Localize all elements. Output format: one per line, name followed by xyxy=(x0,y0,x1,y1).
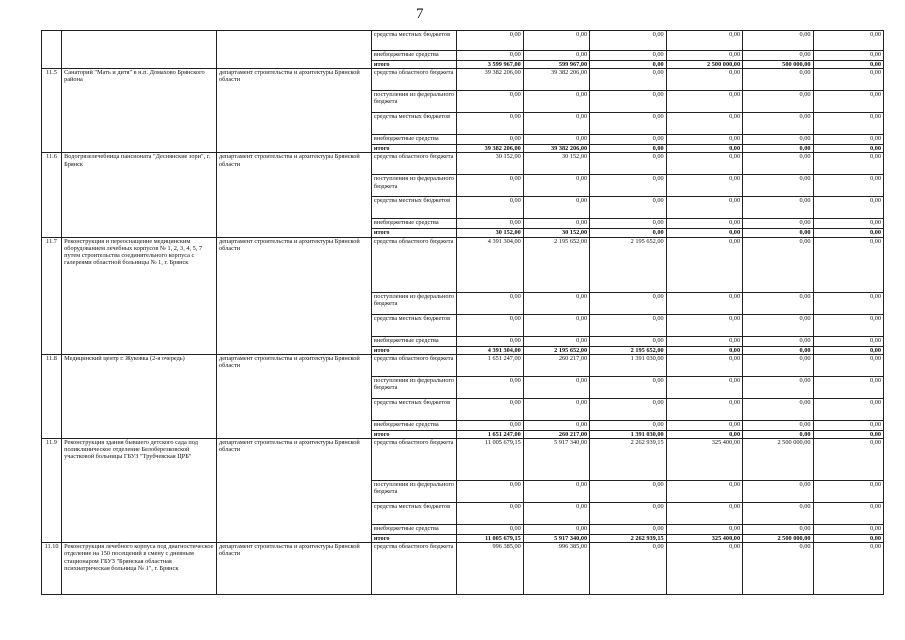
amount-cell: 0,00 xyxy=(590,398,666,420)
funding-source: внебюджетные средства xyxy=(371,525,457,535)
amount-cell: 0,00 xyxy=(523,292,589,314)
object-name: Санаторий "Мать и дитя" в н.п. Домахово Брянского района xyxy=(62,69,217,153)
amount-cell: 0,00 xyxy=(523,197,589,219)
amount-cell: 1 391 030,00 xyxy=(590,430,666,438)
amount-cell: 30 152,00 xyxy=(523,229,589,237)
funding-source: внебюджетные средства xyxy=(371,336,457,346)
amount-cell: 0,00 xyxy=(743,175,813,197)
funding-source: средства областного бюджета xyxy=(371,543,457,595)
amount-cell: 0,00 xyxy=(590,420,666,430)
page-number: 7 xyxy=(416,6,424,22)
amount-cell: 0,00 xyxy=(666,292,742,314)
amount-cell: 1 651 247,00 xyxy=(457,354,523,376)
amount-cell: 260 217,00 xyxy=(523,354,589,376)
amount-cell: 0,00 xyxy=(813,51,883,61)
amount-cell: 0,00 xyxy=(457,314,523,336)
amount-cell: 11 005 679,15 xyxy=(457,535,523,543)
amount-cell: 2 195 652,00 xyxy=(523,346,589,354)
table-row xyxy=(42,439,884,481)
amount-cell: 0,00 xyxy=(666,31,742,51)
amount-cell: 0,00 xyxy=(813,145,883,153)
amount-cell: 2 500 000,00 xyxy=(666,61,742,69)
amount-cell: 39 382 206,00 xyxy=(457,69,523,91)
amount-cell: 0,00 xyxy=(457,135,523,145)
funding-source: внебюджетные средства xyxy=(371,420,457,430)
amount-cell: 30 152,00 xyxy=(523,153,589,175)
funding-source: средства областного бюджета xyxy=(371,354,457,376)
amount-cell: 0,00 xyxy=(523,135,589,145)
funding-source: средства местных бюджетов xyxy=(371,113,457,135)
amount-cell: 0,00 xyxy=(813,135,883,145)
amount-cell: 0,00 xyxy=(813,346,883,354)
object-name: Водогрязелечебница пансионата "Деснянские зори", г. Брянск xyxy=(62,153,217,237)
amount-cell: 0,00 xyxy=(666,376,742,398)
amount-cell: 39 382 206,00 xyxy=(523,145,589,153)
responsible-department: департамент строительства и архитектуры Брянской области xyxy=(217,237,372,354)
funding-source: поступления из федерального бюджета xyxy=(371,175,457,197)
amount-cell: 0,00 xyxy=(743,31,813,51)
amount-cell: 0,00 xyxy=(457,197,523,219)
item-number: 11.8 xyxy=(42,354,62,438)
amount-cell: 0,00 xyxy=(813,376,883,398)
amount-cell: 0,00 xyxy=(523,481,589,503)
funding-source: итого xyxy=(371,535,457,543)
amount-cell: 996 385,00 xyxy=(523,543,589,595)
amount-cell: 0,00 xyxy=(457,525,523,535)
responsible-department xyxy=(217,31,372,69)
amount-cell: 500 000,00 xyxy=(743,61,813,69)
amount-cell: 0,00 xyxy=(743,135,813,145)
amount-cell: 0,00 xyxy=(666,354,742,376)
amount-cell: 0,00 xyxy=(590,91,666,113)
amount-cell: 0,00 xyxy=(743,69,813,91)
funding-source: итого xyxy=(371,229,457,237)
amount-cell: 2 500 000,00 xyxy=(743,535,813,543)
item-number: 11.6 xyxy=(42,153,62,237)
amount-cell: 0,00 xyxy=(523,376,589,398)
amount-cell: 0,00 xyxy=(743,91,813,113)
amount-cell: 996 385,00 xyxy=(457,543,523,595)
amount-cell: 2 195 652,00 xyxy=(523,237,589,292)
funding-source: средства областного бюджета xyxy=(371,439,457,481)
amount-cell: 0,00 xyxy=(743,314,813,336)
amount-cell: 1 391 030,00 xyxy=(590,354,666,376)
amount-cell: 0,00 xyxy=(813,439,883,481)
table-row xyxy=(42,237,884,292)
responsible-department: департамент строительства и архитектуры Брянской области xyxy=(217,354,372,438)
table-row xyxy=(42,31,884,51)
amount-cell: 0,00 xyxy=(457,175,523,197)
amount-cell: 0,00 xyxy=(666,145,742,153)
amount-cell: 0,00 xyxy=(666,503,742,525)
amount-cell: 0,00 xyxy=(743,543,813,595)
funding-source: средства местных бюджетов xyxy=(371,197,457,219)
amount-cell: 0,00 xyxy=(743,503,813,525)
amount-cell: 0,00 xyxy=(590,51,666,61)
amount-cell: 0,00 xyxy=(590,292,666,314)
amount-cell: 0,00 xyxy=(590,525,666,535)
amount-cell: 0,00 xyxy=(743,229,813,237)
amount-cell: 0,00 xyxy=(666,481,742,503)
amount-cell: 2 500 000,00 xyxy=(743,439,813,481)
amount-cell: 0,00 xyxy=(523,219,589,229)
amount-cell: 0,00 xyxy=(523,336,589,346)
amount-cell: 599 967,00 xyxy=(523,61,589,69)
amount-cell: 0,00 xyxy=(590,229,666,237)
funding-source: средства местных бюджетов xyxy=(371,503,457,525)
amount-cell: 0,00 xyxy=(590,314,666,336)
amount-cell: 0,00 xyxy=(813,420,883,430)
amount-cell: 325 400,00 xyxy=(666,535,742,543)
amount-cell: 0,00 xyxy=(590,336,666,346)
amount-cell: 0,00 xyxy=(743,219,813,229)
funding-source: поступления из федерального бюджета xyxy=(371,292,457,314)
funding-source: средства областного бюджета xyxy=(371,69,457,91)
funding-source: поступления из федерального бюджета xyxy=(371,376,457,398)
amount-cell: 0,00 xyxy=(590,503,666,525)
object-name xyxy=(62,31,217,69)
amount-cell: 0,00 xyxy=(590,376,666,398)
amount-cell: 0,00 xyxy=(457,113,523,135)
object-name: Реконструкция и переоснащение медицинским оборудованием лечебных корпусов № 1, 2, 3, 4, 5, 7 путем строительства соединительного корпуса с галереями областной больницы № 1, г. Брянск xyxy=(62,237,217,354)
amount-cell: 0,00 xyxy=(523,51,589,61)
funding-source: средства областного бюджета xyxy=(371,153,457,175)
amount-cell: 0,00 xyxy=(813,292,883,314)
amount-cell: 0,00 xyxy=(523,31,589,51)
amount-cell: 0,00 xyxy=(813,535,883,543)
amount-cell: 0,00 xyxy=(743,430,813,438)
amount-cell: 2 262 939,15 xyxy=(590,535,666,543)
amount-cell: 0,00 xyxy=(457,91,523,113)
amount-cell: 0,00 xyxy=(666,113,742,135)
amount-cell: 0,00 xyxy=(590,153,666,175)
responsible-department: департамент строительства и архитектуры Брянской области xyxy=(217,543,372,595)
amount-cell: 0,00 xyxy=(813,197,883,219)
amount-cell: 0,00 xyxy=(743,481,813,503)
object-name: Реконструкция здания бывшего детского сада под поликлиническое отделение Белоберезковской участковой больницы ГБУЗ "Трубчевская ЦРБ" xyxy=(62,439,217,543)
amount-cell: 325 400,00 xyxy=(666,439,742,481)
amount-cell: 0,00 xyxy=(666,51,742,61)
amount-cell: 0,00 xyxy=(666,153,742,175)
amount-cell: 0,00 xyxy=(743,153,813,175)
table-row xyxy=(42,69,884,91)
amount-cell: 30 152,00 xyxy=(457,229,523,237)
funding-source: внебюджетные средства xyxy=(371,219,457,229)
amount-cell: 30 152,00 xyxy=(457,153,523,175)
amount-cell: 5 917 340,00 xyxy=(523,535,589,543)
responsible-department: департамент строительства и архитектуры Брянской области xyxy=(217,439,372,543)
item-number: 11.5 xyxy=(42,69,62,153)
amount-cell: 0,00 xyxy=(523,175,589,197)
amount-cell: 11 005 679,15 xyxy=(457,439,523,481)
budget-table xyxy=(41,30,884,595)
amount-cell: 0,00 xyxy=(813,543,883,595)
item-number: 11.7 xyxy=(42,237,62,354)
amount-cell: 0,00 xyxy=(813,113,883,135)
amount-cell: 2 195 652,00 xyxy=(590,346,666,354)
amount-cell: 0,00 xyxy=(743,346,813,354)
amount-cell: 0,00 xyxy=(457,219,523,229)
object-name: Медицинский центр г. Жуковка (2-я очередь) xyxy=(62,354,217,438)
table-row xyxy=(42,153,884,175)
amount-cell: 0,00 xyxy=(743,292,813,314)
amount-cell: 0,00 xyxy=(743,420,813,430)
amount-cell: 0,00 xyxy=(813,314,883,336)
amount-cell: 0,00 xyxy=(523,91,589,113)
funding-source: средства областного бюджета xyxy=(371,237,457,292)
funding-source: поступления из федерального бюджета xyxy=(371,481,457,503)
amount-cell: 0,00 xyxy=(457,292,523,314)
amount-cell: 0,00 xyxy=(743,336,813,346)
amount-cell: 0,00 xyxy=(666,314,742,336)
amount-cell: 0,00 xyxy=(743,354,813,376)
amount-cell: 0,00 xyxy=(743,237,813,292)
amount-cell: 0,00 xyxy=(743,197,813,219)
amount-cell: 0,00 xyxy=(590,31,666,51)
amount-cell: 0,00 xyxy=(666,398,742,420)
amount-cell: 0,00 xyxy=(743,51,813,61)
amount-cell: 0,00 xyxy=(743,113,813,135)
amount-cell: 0,00 xyxy=(743,398,813,420)
amount-cell: 0,00 xyxy=(813,61,883,69)
amount-cell: 0,00 xyxy=(813,91,883,113)
amount-cell: 0,00 xyxy=(666,237,742,292)
funding-source: поступления из федерального бюджета xyxy=(371,91,457,113)
amount-cell: 0,00 xyxy=(457,503,523,525)
table-row xyxy=(42,543,884,595)
amount-cell: 39 382 206,00 xyxy=(523,69,589,91)
responsible-department: департамент строительства и архитектуры Брянской области xyxy=(217,69,372,153)
amount-cell: 0,00 xyxy=(590,135,666,145)
amount-cell: 0,00 xyxy=(813,525,883,535)
amount-cell: 0,00 xyxy=(813,430,883,438)
table-row xyxy=(42,354,884,376)
funding-source: итого xyxy=(371,61,457,69)
amount-cell: 0,00 xyxy=(457,420,523,430)
amount-cell: 0,00 xyxy=(743,525,813,535)
amount-cell: 0,00 xyxy=(666,135,742,145)
item-number: 11.9 xyxy=(42,439,62,543)
amount-cell: 0,00 xyxy=(666,543,742,595)
amount-cell: 0,00 xyxy=(813,336,883,346)
amount-cell: 0,00 xyxy=(813,69,883,91)
amount-cell: 0,00 xyxy=(457,31,523,51)
amount-cell: 0,00 xyxy=(666,91,742,113)
amount-cell: 0,00 xyxy=(590,481,666,503)
amount-cell: 3 599 967,00 xyxy=(457,61,523,69)
funding-source: внебюджетные средства xyxy=(371,135,457,145)
amount-cell: 4 391 304,00 xyxy=(457,346,523,354)
amount-cell: 260 217,00 xyxy=(523,430,589,438)
amount-cell: 0,00 xyxy=(590,175,666,197)
amount-cell: 5 917 340,00 xyxy=(523,439,589,481)
amount-cell: 0,00 xyxy=(743,145,813,153)
amount-cell: 39 382 206,00 xyxy=(457,145,523,153)
amount-cell: 0,00 xyxy=(813,354,883,376)
responsible-department: департамент строительства и архитектуры Брянской области xyxy=(217,153,372,237)
amount-cell: 0,00 xyxy=(813,229,883,237)
amount-cell: 0,00 xyxy=(813,219,883,229)
amount-cell: 0,00 xyxy=(457,398,523,420)
amount-cell: 0,00 xyxy=(666,197,742,219)
funding-source: итого xyxy=(371,145,457,153)
amount-cell: 0,00 xyxy=(457,51,523,61)
object-name: Реконструкция лечебного корпуса под диагностическое отделение на 150 посещений в смену с дневным стационаром ГБУЗ "Брянская областная психиатрическая больница № 1", г. Брянск xyxy=(62,543,217,595)
amount-cell: 0,00 xyxy=(523,113,589,135)
amount-cell: 1 651 247,00 xyxy=(457,430,523,438)
amount-cell: 0,00 xyxy=(590,145,666,153)
amount-cell: 0,00 xyxy=(523,398,589,420)
amount-cell: 0,00 xyxy=(743,376,813,398)
amount-cell: 0,00 xyxy=(590,543,666,595)
funding-source: средства местных бюджетов xyxy=(371,398,457,420)
amount-cell: 2 262 939,15 xyxy=(590,439,666,481)
amount-cell: 4 391 304,00 xyxy=(457,237,523,292)
amount-cell: 0,00 xyxy=(523,420,589,430)
funding-source: средства местных бюджетов xyxy=(371,314,457,336)
funding-source: итого xyxy=(371,346,457,354)
amount-cell: 0,00 xyxy=(590,219,666,229)
amount-cell: 0,00 xyxy=(523,503,589,525)
table-body xyxy=(42,31,884,595)
amount-cell: 0,00 xyxy=(813,481,883,503)
amount-cell: 0,00 xyxy=(523,525,589,535)
item-number xyxy=(42,31,62,69)
funding-source: внебюджетные средства xyxy=(371,51,457,61)
amount-cell: 0,00 xyxy=(813,175,883,197)
funding-source: средства местных бюджетов xyxy=(371,31,457,51)
amount-cell: 0,00 xyxy=(813,31,883,51)
amount-cell: 0,00 xyxy=(457,376,523,398)
item-number: 11.10 xyxy=(42,543,62,595)
amount-cell: 0,00 xyxy=(590,197,666,219)
amount-cell: 0,00 xyxy=(457,481,523,503)
amount-cell: 0,00 xyxy=(666,430,742,438)
amount-cell: 0,00 xyxy=(666,420,742,430)
amount-cell: 0,00 xyxy=(813,237,883,292)
amount-cell: 0,00 xyxy=(666,229,742,237)
amount-cell: 0,00 xyxy=(666,175,742,197)
amount-cell: 0,00 xyxy=(590,113,666,135)
amount-cell: 0,00 xyxy=(813,153,883,175)
amount-cell: 0,00 xyxy=(590,61,666,69)
amount-cell: 0,00 xyxy=(813,398,883,420)
amount-cell: 0,00 xyxy=(666,346,742,354)
amount-cell: 0,00 xyxy=(590,69,666,91)
amount-cell: 2 195 652,00 xyxy=(590,237,666,292)
amount-cell: 0,00 xyxy=(457,336,523,346)
amount-cell: 0,00 xyxy=(523,314,589,336)
funding-source: итого xyxy=(371,430,457,438)
amount-cell: 0,00 xyxy=(813,503,883,525)
amount-cell: 0,00 xyxy=(666,219,742,229)
amount-cell: 0,00 xyxy=(666,525,742,535)
amount-cell: 0,00 xyxy=(666,69,742,91)
amount-cell: 0,00 xyxy=(666,336,742,346)
